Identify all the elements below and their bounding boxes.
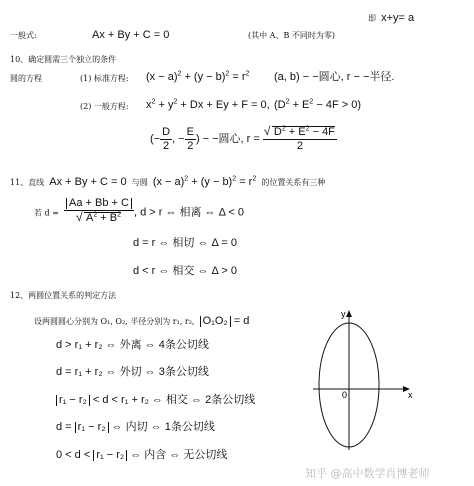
standard-form-label: (1) 标准方程: [80,74,129,83]
section-10-title: 10、确定圆需三个独立的条件 [10,55,117,64]
relation-separate: d > r₁ + r₂ ⇔ 外离 ⇔ 4条公切线 [56,339,209,351]
relation-intersect: r₁ − r₂ < d < r₁ + r₂ ⇔ 相交 ⇔ 2条公切线 [56,395,255,406]
tangent-case: d = r ⇔ 相切 ⇔ Δ = 0 [133,237,237,249]
general-center-radius: (− $\frac{D}{2}$ , − $\frac{E}{2}$ ) − −圆心, r = √ $\frac{D^2 + E^2 - 4F}{2}$ [150,126,337,152]
distance-formula: 若 d = Aa + Bb + C √ $A^2 + B^2$ , d > r ⇔ 相离 ⇔ Δ < 0 [34,198,244,224]
general-form-label: 一般式: [10,31,37,40]
general-equation: $x^2 + y^2 + Dx + Ey + F = 0$, [146,98,270,111]
two-circle-setup: 设两圆圆心分别为 O₁, O₂, 半径分别为 r₁, r₂, O₁O₂ = d [34,315,250,327]
general-equation-condition: $(D^2 + E^2 - 4F > 0)$ [274,98,361,111]
watermark: 知乎 @高中数学肖博老师 [305,467,430,480]
circle-equation-label: 圆的方程 [10,74,42,83]
relation-contained: 0 < d < r₁ − r₂ ⇔ 内含 ⇔ 无公切线 [56,449,228,461]
relation-internal-tangent: d = r₁ − r₂ ⇔ 内切 ⇔ 1条公切线 [56,421,215,433]
y-axis-label: y [341,309,346,319]
y-axis-arrow [346,310,352,317]
top-prefix: 即 [368,14,376,23]
center-radius-note: (a, b) − −圆心, r − −半径. [274,71,395,83]
section-12-title: 12、两圆位置关系的判定方法 [10,291,117,300]
section-11-title: 11、直线 Ax + By + C = 0 与圆 $(x - a)^2 + (y - b)^2 = r^2$ 的位置关系有三种 [10,175,326,188]
intersect-case: d < r ⇔ 相交 ⇔ Δ > 0 [133,265,237,277]
x-axis-label: x [408,390,413,400]
standard-form-equation: $(x - a)^2 + (y - b)^2 = r^2$ [146,70,250,83]
general-equation-label: (2) 一般方程: [80,102,129,111]
ellipse-figure [305,305,415,455]
general-form-equation: Ax + By + C = 0 [92,29,170,41]
top-expr: x+y= a [381,12,415,24]
relation-external-tangent: d = r₁ + r₂ ⇔ 外切 ⇔ 3条公切线 [56,366,209,378]
general-form-note: (其中 A、B 不同时为零) [248,31,335,40]
origin-label: 0 [342,390,348,400]
